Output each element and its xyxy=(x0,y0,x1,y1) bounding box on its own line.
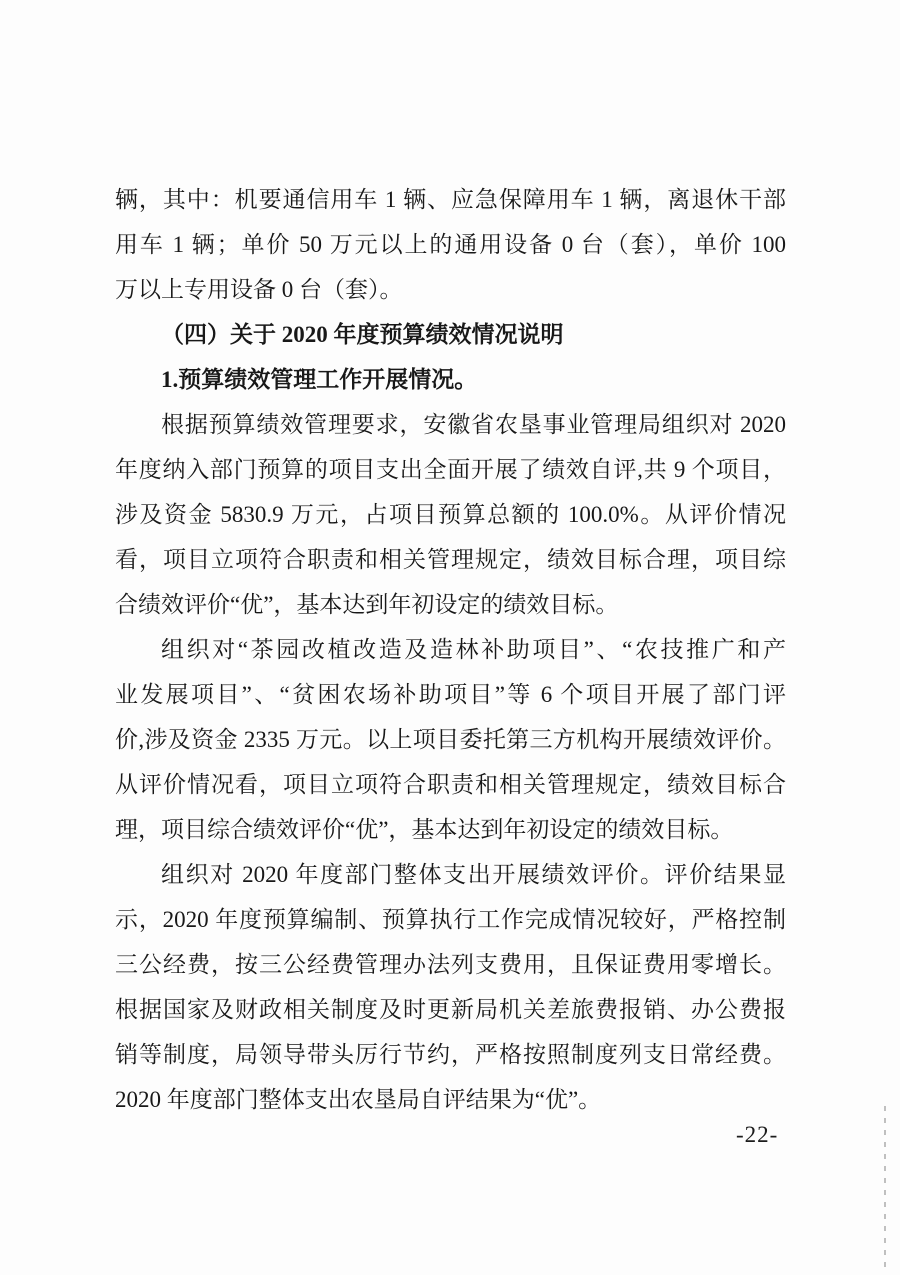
text-line: 2020 年度部门整体支出农垦局自评结果为“优”。 xyxy=(115,1087,602,1112)
text-line: 看，项目立项符合职责和相关管理规定，绩效目标合理，项目综 xyxy=(115,547,786,572)
scan-artifact-dashed-line xyxy=(884,1106,886,1272)
text-line: 用车 1 辆；单价 50 万元以上的通用设备 0 台（套），单价 100 xyxy=(115,232,786,257)
text-line: 理，项目综合绩效评价“优”，基本达到年初设定的绩效目标。 xyxy=(115,817,734,842)
text-line: 销等制度，局领导带头厉行节约，严格按照制度列支日常经费。 xyxy=(115,1042,786,1067)
text-line: 根据预算绩效管理要求，安徽省农垦事业管理局组织对 2020 xyxy=(161,412,786,437)
text-line: 示，2020 年度预算编制、预算执行工作完成情况较好，严格控制 xyxy=(115,907,786,932)
text-line: 组织对 2020 年度部门整体支出开展绩效评价。评价结果显 xyxy=(161,862,786,887)
text-line: 业发展项目”、“贫困农场补助项目”等 6 个项目开展了部门评 xyxy=(115,682,786,707)
text-line: 涉及资金 5830.9 万元，占项目预算总额的 100.0%。从评价情况 xyxy=(115,502,786,527)
subsection-heading: 1.预算绩效管理工作开展情况。 xyxy=(161,367,478,392)
text-line: 根据国家及财政相关制度及时更新局机关差旅费报销、办公费报 xyxy=(115,997,786,1022)
section-heading: （四）关于 2020 年度预算绩效情况说明 xyxy=(161,322,564,347)
text-line: 从评价情况看，项目立项符合职责和相关管理规定，绩效目标合 xyxy=(115,772,786,797)
text-line: 价,涉及资金 2335 万元。以上项目委托第三方机构开展绩效评价。 xyxy=(115,727,786,752)
text-line: 组织对“茶园改植改造及造林补助项目”、“农技推广和产 xyxy=(161,637,786,662)
text-line: 辆，其中：机要通信用车 1 辆、应急保障用车 1 辆，离退休干部 xyxy=(115,187,786,212)
document-body xyxy=(115,177,786,1122)
text-line: 万以上专用设备 0 台（套）。 xyxy=(115,277,403,302)
text-line: 合绩效评价“优”，基本达到年初设定的绩效目标。 xyxy=(115,592,619,617)
text-line: 三公经费，按三公经费管理办法列支费用，且保证费用零增长。 xyxy=(115,952,786,977)
page-number: -22- xyxy=(736,1122,779,1147)
text-line: 年度纳入部门预算的项目支出全面开展了绩效自评,共 9 个项目， xyxy=(115,457,786,482)
